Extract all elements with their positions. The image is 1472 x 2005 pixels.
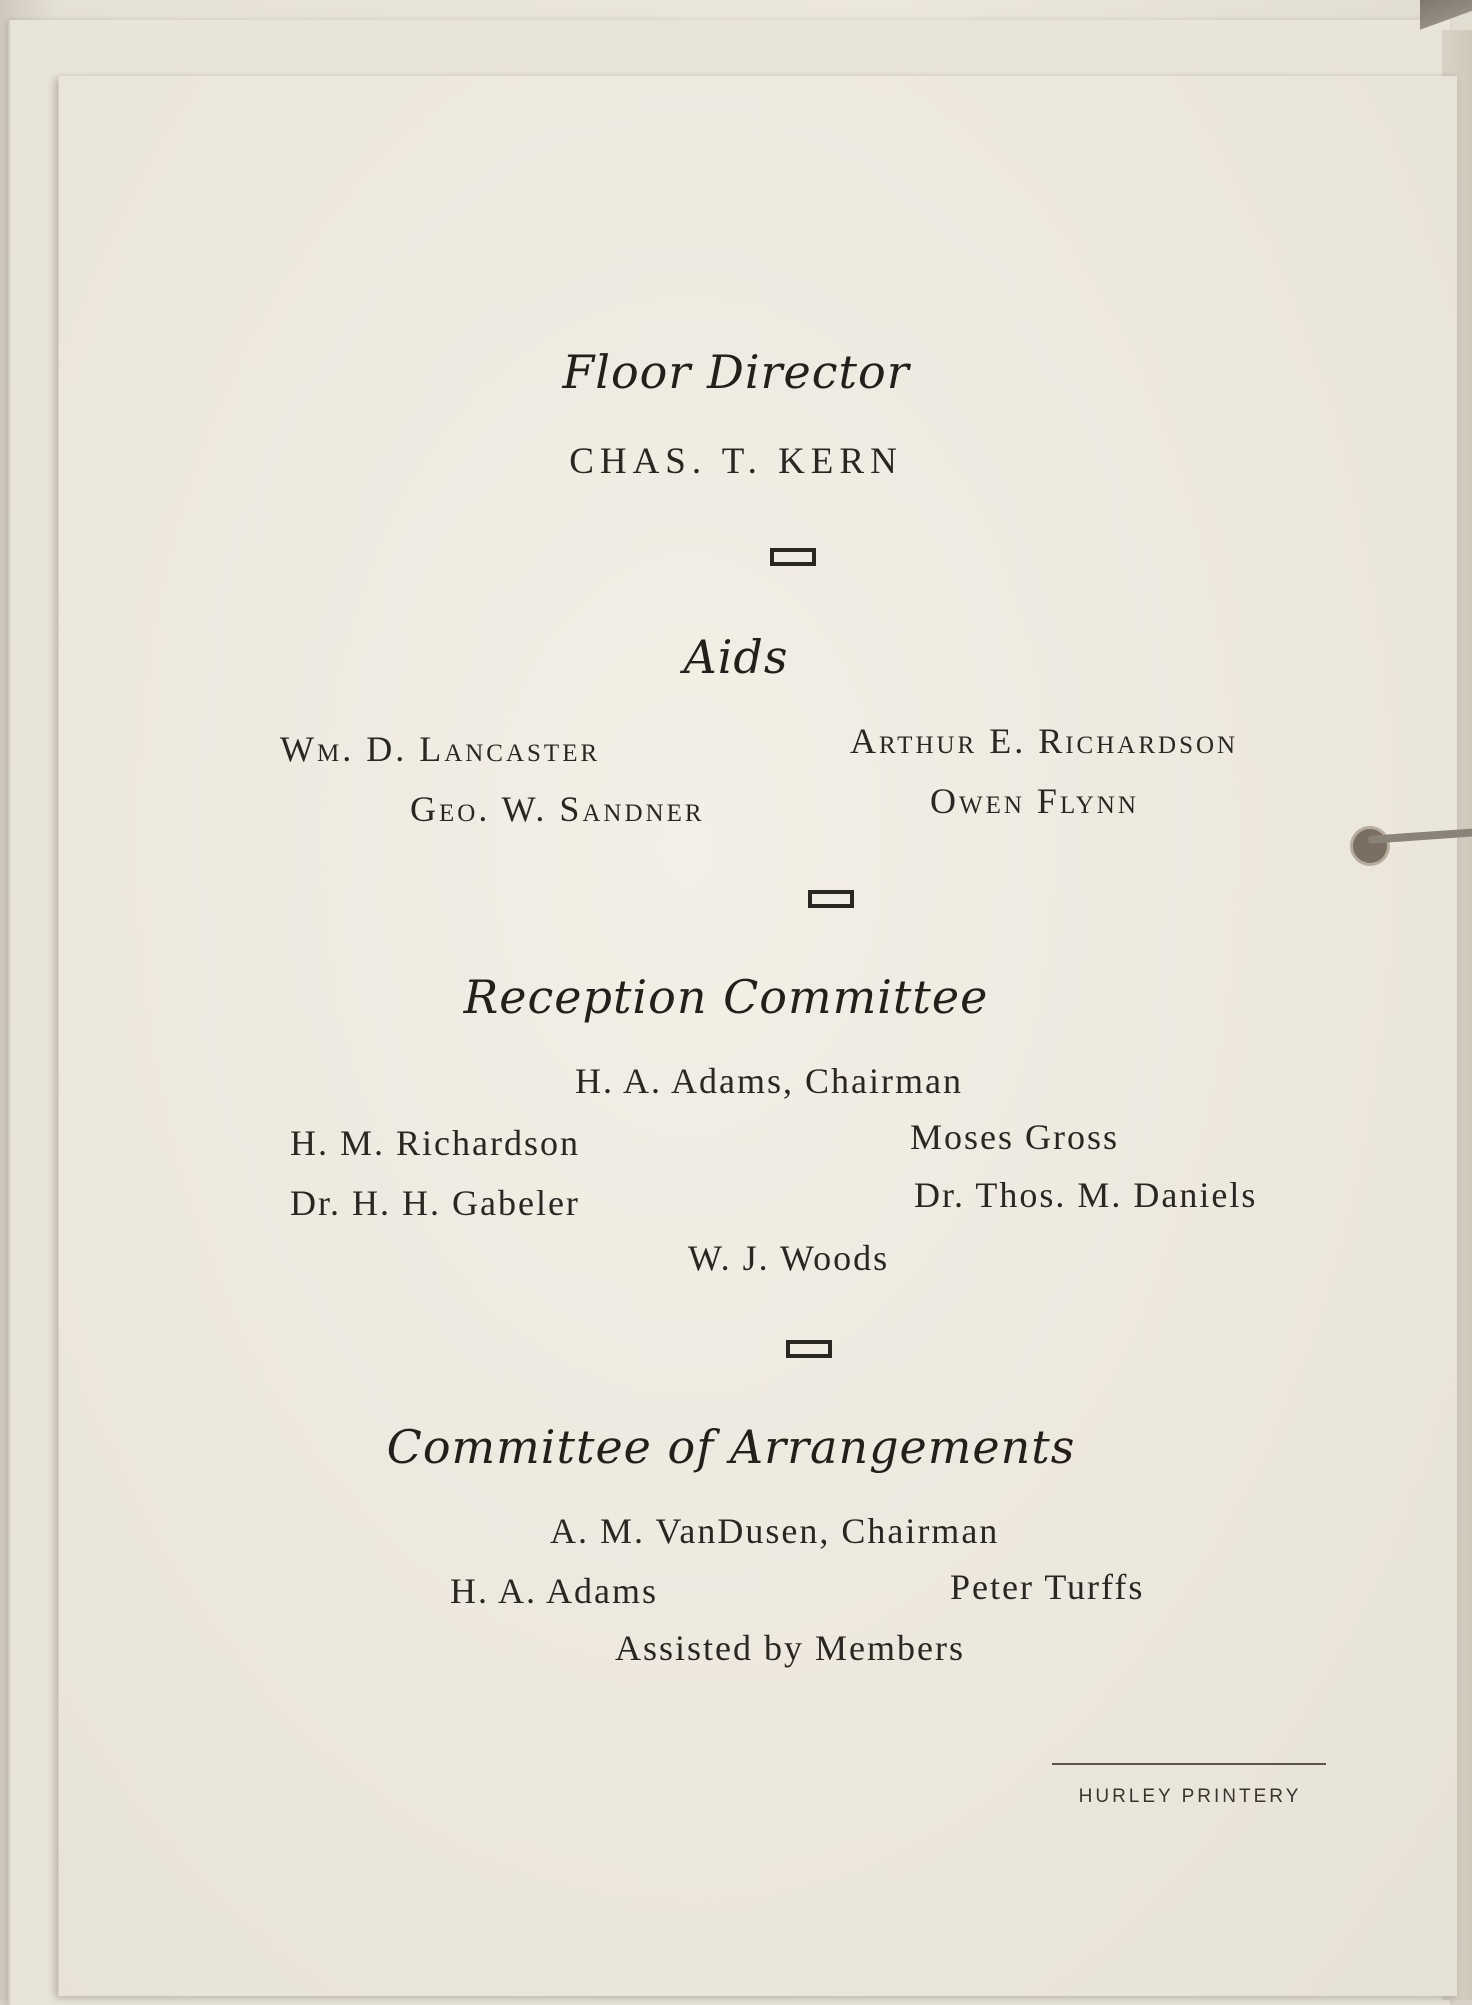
reception-member: Moses Gross [910, 1117, 1120, 1157]
floor-director-name: CHAS. T. KERN [569, 441, 903, 482]
reception-member: Dr. Thos. M. Daniels [914, 1175, 1258, 1215]
arrangements-note: Assisted by Members [615, 1628, 965, 1668]
floor-director-heading: Floor Director [562, 345, 910, 399]
reception-member: Dr. H. H. Gabeler [290, 1183, 580, 1223]
arrangements-member: H. A. Adams [450, 1571, 659, 1611]
printer-rule [1052, 1763, 1326, 1765]
arrangements-heading: Committee of Arrangements [386, 1420, 1076, 1474]
aids-heading: Aids [683, 630, 789, 684]
ornament-divider [770, 548, 816, 566]
arrangements-chairman: A. M. VanDusen, Chairman [550, 1511, 1000, 1551]
ornament-divider [786, 1340, 832, 1358]
reception-member: W. J. Woods [688, 1238, 890, 1278]
reception-committee-heading: Reception Committee [463, 970, 989, 1024]
aid-name: Owen Flynn [930, 781, 1139, 821]
aid-name: Geo. W. Sandner [410, 789, 705, 829]
aid-name: Wm. D. Lancaster [280, 729, 601, 769]
ornament-divider [808, 890, 854, 908]
aid-name: Arthur E. Richardson [850, 721, 1239, 761]
binding-string-top [1420, 0, 1472, 40]
binding-hole [1350, 826, 1390, 866]
arrangements-member: Peter Turffs [950, 1567, 1145, 1607]
reception-chairman: H. A. Adams, Chairman [575, 1061, 963, 1101]
reception-member: H. M. Richardson [290, 1123, 580, 1163]
printer-imprint: HURLEY PRINTERY [1078, 1786, 1302, 1807]
